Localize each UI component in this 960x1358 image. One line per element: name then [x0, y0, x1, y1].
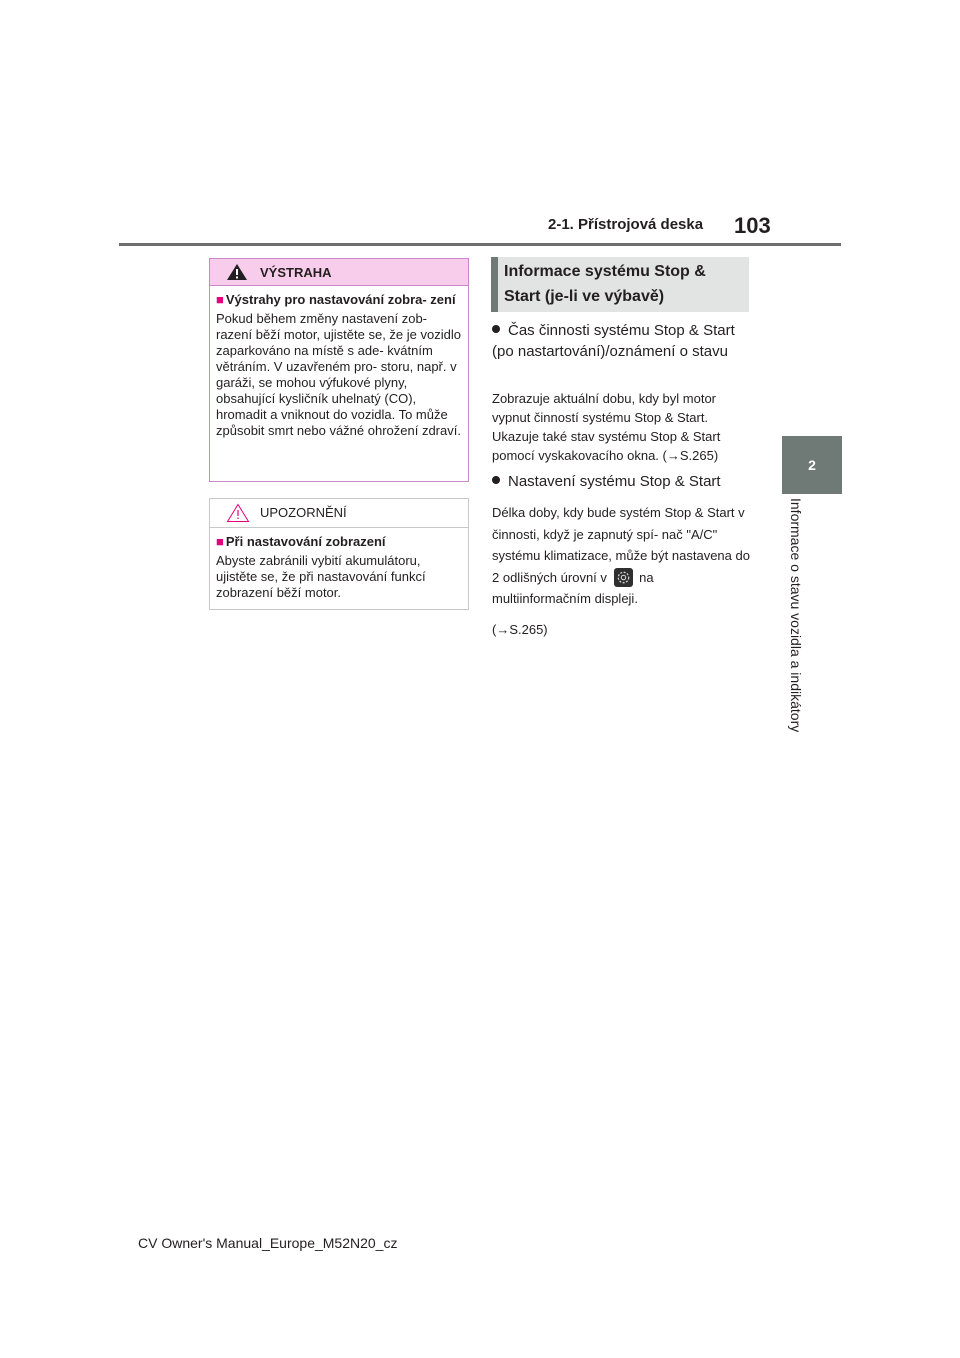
caution-title-text: Při nastavování zobrazení — [225, 534, 386, 549]
section-title: 2-1. Přístrojová deska — [548, 216, 704, 233]
info-heading — [491, 257, 749, 312]
caution-title — [216, 534, 462, 549]
square-bullet-icon: ■ — [216, 292, 224, 307]
warning-text: Pokud během změny nastavení zob- razení běží motor, ujistěte se, že je vozidlo zaparkováno na místě s ade- kvátním větráním. V uzavřeném pro- storu, např. v garáži, se mohou výfukové plyny, obsahující kysličník uhelnatý (CO), hromadit a vniknout do vozidla. To může způsobit smrt nebo vážné ohrožení zdraví. — [216, 311, 461, 438]
chapter-tab: 2 — [782, 436, 842, 494]
bullet-stop-start-time — [492, 320, 750, 362]
warning-triangle-icon — [226, 263, 248, 281]
settings-gear-icon — [614, 568, 633, 587]
page-number: 103 — [734, 213, 771, 238]
caution-box — [209, 498, 469, 610]
caution-text: Abyste zabránili vybití akumulátoru, ujistěte se, že při nastavování funkcí zobrazení běží motor. — [216, 553, 426, 600]
bullet-title: Čas činnosti systému Stop & Start (po nastartování)/oznámení o stavu — [492, 322, 735, 360]
bullet-dot-icon — [492, 325, 500, 333]
warning-box — [209, 258, 469, 482]
warning-title-text: Výstrahy pro nastavování zobra- zení — [225, 292, 456, 307]
bullet-title: Nastavení systému Stop & Start — [508, 473, 721, 490]
bullet-body-part: Délka doby, kdy bude systém Stop & Start v činnosti, když je zapnutý spí- nač "A/C" systému klimatizace, může být nastavena do 2 odlišných úrovní v — [492, 505, 750, 585]
warning-header — [210, 259, 468, 286]
info-heading-text: Informace systému Stop & Start (je-li ve výbavě) — [504, 263, 706, 305]
square-bullet-icon: ■ — [216, 534, 224, 549]
page-reference: (→S.265) — [492, 622, 548, 637]
caution-label: UPOZORNĚNÍ — [260, 505, 347, 520]
bullet-stop-start-settings — [492, 471, 750, 492]
bullet-body — [492, 502, 750, 610]
caution-triangle-icon — [226, 503, 250, 523]
warning-title — [216, 292, 462, 307]
bullet-dot-icon — [492, 476, 500, 484]
warning-label: VÝSTRAHA — [260, 265, 332, 280]
bullet-body-part: na multiinformačním displeji. — [492, 569, 654, 607]
footer-text: CV Owner's Manual_Europe_M52N20_cz — [138, 1235, 398, 1251]
chapter-side-label — [782, 498, 806, 768]
chapter-side-text: Informace o stavu vozidla a indikátory — [788, 498, 804, 733]
bullet-body: Zobrazuje aktuální dobu, kdy byl motor vypnut činností systému Stop & Start. Ukazuje také stav systému Stop & Start pomocí vyskakovacího okna. (→S.265) — [492, 391, 721, 463]
caution-header — [210, 499, 468, 528]
header-divider — [119, 243, 841, 246]
